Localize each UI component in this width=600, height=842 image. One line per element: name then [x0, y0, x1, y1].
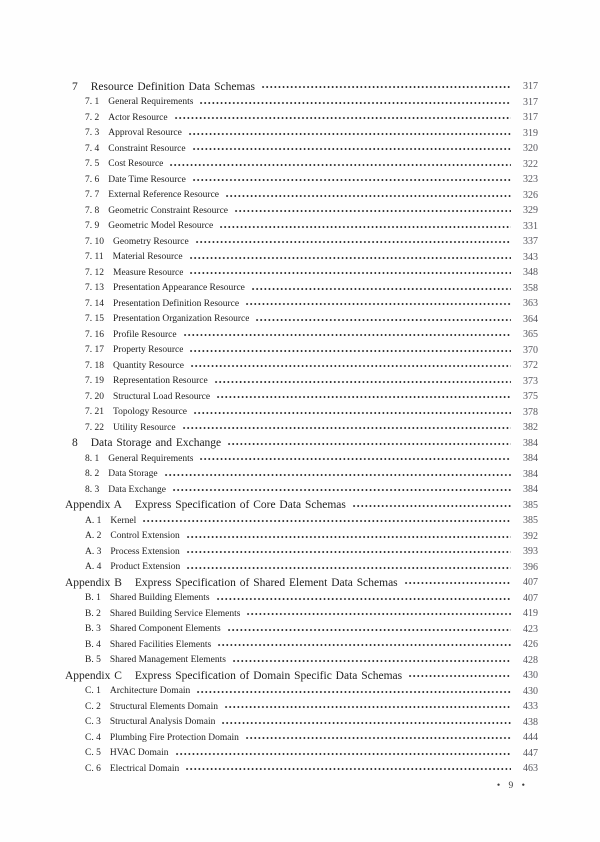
dot-leader: [235, 210, 511, 212]
toc-entry: [65, 234, 538, 250]
dot-leader: [225, 706, 511, 708]
toc-entry-title: External Reference Resource: [108, 190, 220, 201]
dot-leader: [187, 536, 511, 538]
toc-entry-number: B. 4: [85, 639, 101, 650]
toc-entry-title: Kernel: [110, 515, 137, 526]
toc-entry-page: 428: [523, 654, 538, 666]
toc-entry-title: Property Resource: [113, 345, 184, 356]
toc-entry: [65, 699, 538, 715]
toc-entry-title: Process Extension: [110, 546, 180, 557]
toc-entry-page: 463: [523, 763, 538, 775]
toc-entry-number: 7. 12: [85, 267, 104, 278]
toc-entry: [65, 529, 538, 545]
toc-entry-page: 317: [523, 81, 538, 93]
toc-entry-number: C. 4: [85, 732, 101, 743]
toc-entry: [65, 684, 538, 700]
toc-entry: [65, 312, 538, 328]
toc-entry-number: 7. 8: [85, 205, 100, 216]
toc-entry-page: 382: [523, 422, 538, 434]
dot-leader: [194, 412, 511, 414]
toc-entry-page: 433: [523, 701, 538, 713]
dot-leader: [190, 272, 511, 274]
toc-entry: [65, 327, 538, 343]
dot-leader: [228, 443, 511, 445]
toc-entry-number: A. 2: [85, 531, 102, 542]
toc-entry: [65, 513, 538, 529]
toc-entry-page: 430: [523, 685, 538, 697]
toc-entry-page: 320: [523, 143, 538, 155]
toc-entry-title: Data Exchange: [108, 484, 167, 495]
dot-leader: [247, 613, 511, 615]
toc-entry-title: Product Extension: [110, 562, 181, 573]
toc-entry: [65, 451, 538, 467]
toc-entry-page: 329: [523, 205, 538, 217]
toc-entry-number: 7. 1: [85, 97, 100, 108]
toc-entry-title: Plumbing Fire Protection Domain: [109, 732, 239, 743]
toc-entry-number: 7. 10: [85, 236, 104, 247]
toc-entry-page: 323: [523, 174, 538, 186]
toc-entry-number: Appendix C: [65, 669, 122, 682]
dot-leader: [226, 195, 511, 197]
dot-leader: [176, 753, 511, 755]
toc-entry: [65, 467, 538, 483]
toc-entry-title: Representation Resource: [113, 376, 208, 387]
toc-entry: [65, 358, 538, 374]
toc-entry-page: 358: [523, 282, 538, 294]
toc-entry-number: 8. 3: [85, 484, 100, 495]
dot-leader: [252, 288, 511, 290]
toc-entry-page: 365: [523, 329, 538, 341]
toc-entry-number: 7. 2: [85, 112, 100, 123]
toc-entry-page: 384: [523, 468, 538, 480]
dot-leader: [256, 319, 511, 321]
toc-entry: [65, 79, 538, 95]
toc-entry: [65, 296, 538, 312]
toc-entry-title: Geometric Constraint Resource: [108, 205, 229, 216]
toc-entry-number: 7. 11: [85, 252, 104, 263]
toc-entry-page: 343: [523, 251, 538, 263]
toc-entry-page: 385: [523, 499, 538, 511]
toc-entry-page: 447: [523, 747, 538, 759]
page-number: • 9 •: [496, 781, 528, 791]
toc-entry: [65, 761, 538, 777]
toc-entry: [65, 389, 538, 405]
dot-leader: [191, 365, 511, 367]
dot-leader: [220, 226, 511, 228]
toc-entry-number: 7. 17: [85, 345, 104, 356]
toc-entry-number: 7. 9: [85, 221, 100, 232]
toc-entry: [65, 188, 538, 204]
toc-entry-number: 7. 7: [85, 190, 100, 201]
toc-entry-page: 384: [523, 484, 538, 496]
toc-entry-number: 7. 22: [85, 422, 104, 433]
toc-entry-page: 370: [523, 344, 538, 356]
dot-leader: [193, 179, 511, 181]
toc-entry-title: Topology Resource: [113, 407, 188, 418]
toc-entry-page: 407: [523, 577, 538, 589]
dot-leader: [189, 133, 511, 135]
toc-entry-number: Appendix A: [65, 499, 122, 512]
toc-entry-title: Express Specification of Shared Element Data Schemas: [134, 576, 398, 589]
toc-entry-title: General Requirements: [108, 97, 194, 108]
toc-entry: [65, 606, 538, 622]
dot-leader: [200, 458, 511, 460]
toc-entry-page: 385: [523, 515, 538, 527]
dot-leader: [186, 768, 511, 770]
dot-leader: [170, 164, 511, 166]
dot-leader: [262, 86, 511, 88]
toc-entry-title: Structural Analysis Domain: [109, 717, 216, 728]
toc-entry: [65, 575, 538, 591]
toc-entry: [65, 281, 538, 297]
toc-entry-title: Shared Building Service Elements: [109, 608, 241, 619]
toc-entry-number: B. 2: [85, 608, 101, 619]
toc-entry-title: General Requirements: [108, 453, 194, 464]
dot-leader: [217, 598, 511, 600]
toc-entry-page: 430: [523, 670, 538, 682]
toc-entry-page: 364: [523, 313, 538, 325]
dot-leader: [196, 241, 511, 243]
toc-entry-title: Shared Facilities Elements: [109, 639, 212, 650]
toc-entry: [65, 591, 538, 607]
toc-entry-title: HVAC Domain: [109, 748, 169, 759]
toc-entry: [65, 374, 538, 390]
toc-entry-title: Electrical Domain: [109, 763, 180, 774]
dot-leader: [218, 644, 511, 646]
dot-leader: [193, 148, 511, 150]
toc-entry-page: 372: [523, 360, 538, 372]
toc-entry-number: 7. 16: [85, 329, 104, 340]
dot-leader: [187, 551, 511, 553]
toc-entry-title: Geometry Resource: [113, 236, 189, 247]
toc-entry-number: 7. 14: [85, 298, 104, 309]
toc-entry-page: 375: [523, 391, 538, 403]
toc-entry-page: 384: [523, 453, 538, 465]
toc-entry-title: Shared Component Elements: [109, 624, 221, 635]
toc-entry-page: 326: [523, 189, 538, 201]
toc-entry: [65, 219, 538, 235]
toc-entry-title: Resource Definition Data Schemas: [90, 80, 256, 93]
toc-entry: [65, 265, 538, 281]
toc-entry-page: 378: [523, 406, 538, 418]
toc-entry: [65, 668, 538, 684]
toc-entry-title: Quantity Resource: [113, 360, 184, 371]
toc-entry-page: 363: [523, 298, 538, 310]
toc-entry-page: 426: [523, 639, 538, 651]
toc-entry-number: 8. 1: [85, 453, 100, 464]
toc-entry-number: C. 5: [85, 748, 101, 759]
dot-leader: [228, 629, 511, 631]
dot-leader: [197, 691, 511, 693]
toc-entry-page: 317: [523, 96, 538, 108]
toc-entry-page: 322: [523, 158, 538, 170]
toc-entry-number: A. 1: [85, 515, 102, 526]
toc-entry: [65, 746, 538, 762]
toc-entry-title: Date Time Resource: [108, 174, 186, 185]
toc-entry-number: B. 3: [85, 624, 101, 635]
dot-leader: [165, 474, 511, 476]
dot-leader: [187, 567, 511, 569]
toc-entry-page: 444: [523, 732, 538, 744]
toc-entry-title: Presentation Definition Resource: [113, 298, 240, 309]
toc-entry-title: Presentation Organization Resource: [113, 314, 250, 325]
toc-entry-title: Control Extension: [110, 531, 180, 542]
toc-entry-page: 393: [523, 546, 538, 558]
toc-entry-page: 331: [523, 220, 538, 232]
toc-entry-number: B. 5: [85, 655, 101, 666]
toc-entry-number: C. 6: [85, 763, 101, 774]
toc-entry: [65, 250, 538, 266]
toc-entry: [65, 637, 538, 653]
toc-entry: [65, 653, 538, 669]
toc-entry-title: Presentation Appearance Resource: [113, 283, 245, 294]
dot-leader: [246, 737, 511, 739]
dot-leader: [217, 396, 511, 398]
toc-entry-number: 7. 4: [85, 143, 100, 154]
toc-entry: [65, 715, 538, 731]
toc-entry: [65, 436, 538, 452]
dot-leader: [175, 117, 511, 119]
toc-entry: [65, 126, 538, 142]
toc-entry-number: 7. 20: [85, 391, 104, 402]
toc-entry-title: Express Specification of Core Data Schemas: [134, 499, 346, 512]
toc-entry-number: Appendix B: [65, 576, 122, 589]
toc-entry-title: Cost Resource: [108, 159, 164, 170]
toc-entry-title: Utility Resource: [113, 422, 176, 433]
toc-entry-page: 319: [523, 127, 538, 139]
dot-leader: [183, 427, 511, 429]
toc-entry: [65, 622, 538, 638]
toc-entry-title: Structural Load Resource: [113, 391, 211, 402]
toc-entry-title: Measure Resource: [113, 267, 184, 278]
dot-leader: [246, 303, 511, 305]
toc-entry: [65, 730, 538, 746]
toc-entry-title: Profile Resource: [113, 329, 177, 340]
toc-entry-page: 423: [523, 623, 538, 635]
dot-leader: [184, 334, 511, 336]
dot-leader: [233, 660, 511, 662]
toc-entry-number: 7. 3: [85, 128, 100, 139]
toc-list: [65, 79, 538, 777]
toc-entry-title: Actor Resource: [108, 112, 168, 123]
toc-entry-title: Geometric Model Resource: [108, 221, 214, 232]
toc-entry: [65, 560, 538, 576]
toc-entry-title: Material Resource: [112, 252, 183, 263]
toc-entry-number: 7: [72, 80, 78, 93]
toc-entry-page: 348: [523, 267, 538, 279]
toc-entry-title: Architecture Domain: [109, 686, 191, 697]
toc-entry-page: 407: [523, 592, 538, 604]
toc-entry-title: Express Specification of Domain Specific Data Schemas: [134, 669, 403, 682]
toc-entry: [65, 172, 538, 188]
toc-entry: [65, 420, 538, 436]
toc-entry-title: Approval Resource: [108, 128, 182, 139]
toc-entry-number: 7. 19: [85, 376, 104, 387]
toc-entry-title: Constraint Resource: [108, 143, 186, 154]
dot-leader: [409, 675, 511, 677]
toc-entry-number: 8: [72, 437, 78, 450]
toc-entry-number: 7. 18: [85, 360, 104, 371]
dot-leader: [143, 520, 511, 522]
toc-entry-number: C. 1: [85, 686, 101, 697]
toc-entry: [65, 157, 538, 173]
toc-entry-number: 7. 5: [85, 159, 100, 170]
toc-entry-title: Shared Building Elements: [109, 593, 210, 604]
toc-entry-number: A. 4: [85, 562, 102, 573]
dot-leader: [405, 582, 511, 584]
toc-entry: [65, 141, 538, 157]
toc-entry-page: 392: [523, 530, 538, 542]
toc-entry-page: 384: [523, 437, 538, 449]
toc-entry-number: B. 1: [85, 593, 101, 604]
toc-entry-title: Data Storage: [108, 469, 158, 480]
toc-entry-page: 419: [523, 608, 538, 620]
toc-entry-title: Data Storage and Exchange: [90, 437, 222, 450]
toc-entry-page: 373: [523, 375, 538, 387]
toc-entry-title: Shared Management Elements: [109, 655, 226, 666]
toc-entry: [65, 95, 538, 111]
toc-entry: [65, 482, 538, 498]
toc-entry-number: A. 3: [85, 546, 102, 557]
toc-entry-number: C. 2: [85, 701, 101, 712]
toc-entry-title: Structural Elements Domain: [109, 701, 219, 712]
toc-entry-number: 7. 15: [85, 314, 104, 325]
toc-entry-number: 7. 13: [85, 283, 104, 294]
toc-entry: [65, 203, 538, 219]
toc-entry-page: 337: [523, 236, 538, 248]
toc-entry-page: 396: [523, 561, 538, 573]
toc-entry-number: C. 3: [85, 717, 101, 728]
dot-leader: [190, 350, 511, 352]
toc-entry: [65, 498, 538, 514]
toc-entry-page: 317: [523, 112, 538, 124]
dot-leader: [222, 722, 511, 724]
toc-entry-number: 8. 2: [85, 469, 100, 480]
toc-entry: [65, 544, 538, 560]
toc-entry-page: 438: [523, 716, 538, 728]
toc-entry: [65, 405, 538, 421]
toc-entry: [65, 110, 538, 126]
dot-leader: [200, 102, 511, 104]
toc-entry: [65, 343, 538, 359]
toc-entry-number: 7. 6: [85, 174, 100, 185]
toc-entry-number: 7. 21: [85, 407, 104, 418]
dot-leader: [173, 489, 511, 491]
dot-leader: [353, 505, 511, 507]
dot-leader: [190, 257, 511, 259]
dot-leader: [215, 381, 511, 383]
